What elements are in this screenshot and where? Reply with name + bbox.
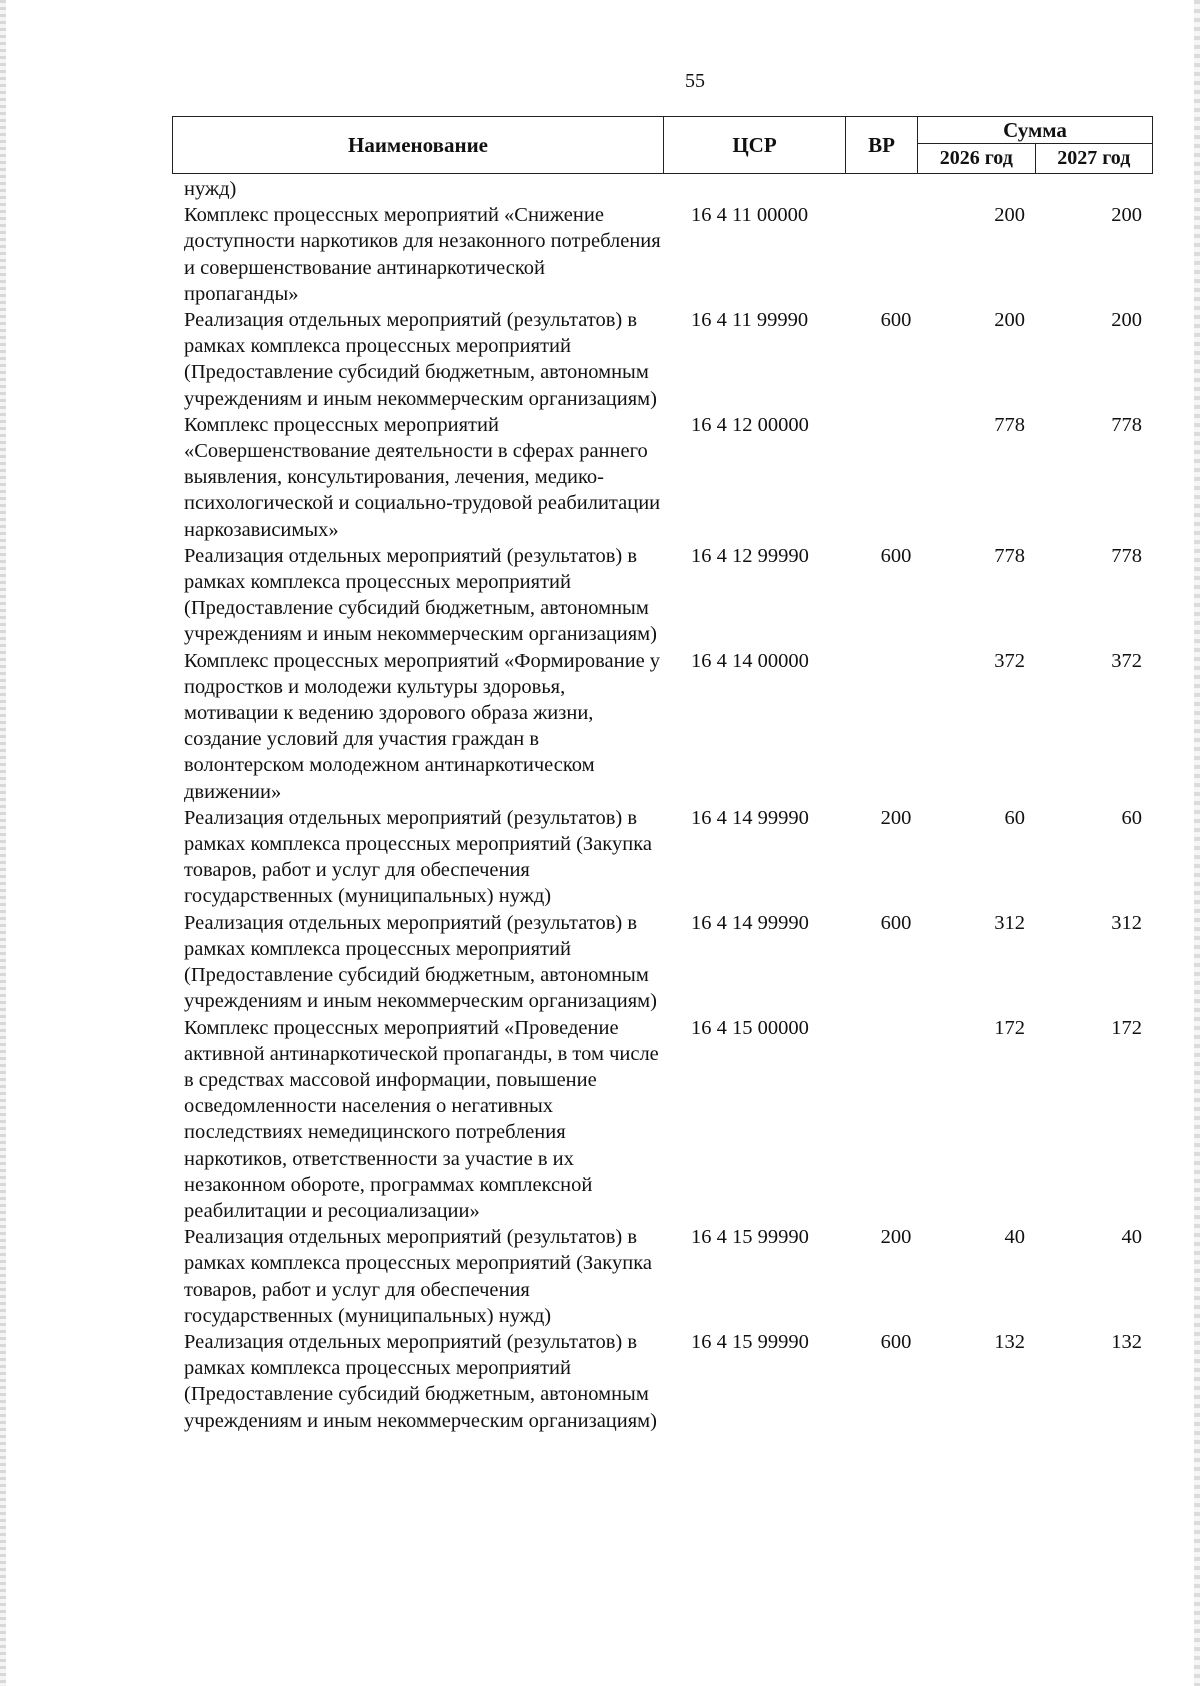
table-row — [184, 1224, 1144, 1329]
row-name: Комплекс процессных мероприятий «Формирование у подростков и молодежи культуры здоровья, мотивации к ведению здорового образа жизни, создание условий для участия граждан в волонтерском молодежном антинаркотическом движении» — [184, 649, 661, 803]
row-name: Реализация отдельных мероприятий (результатов) в рамках комплекса процессных мероприятий (Предоставление субсидий бюджетным, автономным учреждениям и иным некоммерческим организациям) — [184, 309, 657, 410]
row-csr: 16 4 15 99990 — [691, 1226, 809, 1249]
scan-left-edge — [0, 0, 6, 1686]
row-name: Комплекс процессных мероприятий «Совершенствование деятельности в сферах раннего выявления, консультирования, лечения, медико-психологической и социально-трудовой реабилитации наркозависимых» — [184, 413, 661, 541]
row-sum-2027: 200 — [1111, 204, 1142, 227]
row-csr: 16 4 12 99990 — [691, 544, 809, 567]
table-body — [184, 176, 1144, 1434]
row-csr: 16 4 11 00000 — [691, 204, 809, 227]
row-vr: 600 — [880, 544, 912, 567]
row-vr: 200 — [880, 806, 912, 829]
row-csr: 16 4 14 99990 — [691, 911, 809, 934]
row-sum-2027: 312 — [1111, 911, 1142, 934]
row-sum-2026: 200 — [994, 309, 1025, 332]
row-vr: 600 — [880, 911, 912, 934]
row-csr: 16 4 15 99990 — [691, 1330, 809, 1353]
row-csr: 16 4 12 00000 — [691, 413, 809, 436]
table-row — [184, 805, 1144, 910]
row-sum-2026: 372 — [994, 649, 1025, 672]
row-name: Реализация отдельных мероприятий (результатов) в рамках комплекса процессных мероприятий (Предоставление субсидий бюджетным, автономным учреждениям и иным некоммерческим организациям) — [184, 1330, 657, 1432]
row-sum-2026: 200 — [994, 204, 1025, 227]
row-name: Реализация отдельных мероприятий (результатов) в рамках комплекса процессных мероприятий (Предоставление субсидий бюджетным, автономным учреждениям и иным некоммерческим организациям) — [184, 911, 657, 1013]
row-csr: 16 4 11 99990 — [691, 309, 809, 332]
row-sum-2027: 200 — [1111, 309, 1142, 332]
table-row — [184, 412, 1144, 543]
row-sum-2026: 312 — [994, 911, 1025, 934]
row-sum-2027: 40 — [1121, 1226, 1142, 1249]
row-sum-2027: 778 — [1111, 413, 1142, 436]
row-sum-2026: 172 — [994, 1016, 1025, 1039]
row-name: Реализация отдельных мероприятий (результатов) в рамках комплекса процессных мероприятий (Предоставление субсидий бюджетным, автономным учреждениям и иным некоммерческим организациям) — [184, 544, 657, 646]
scan-right-edge — [1194, 0, 1200, 1686]
table-row — [184, 910, 1144, 1015]
header-csr: ЦСР — [664, 117, 846, 174]
table-row — [184, 543, 1144, 648]
row-name: Комплекс процессных мероприятий «Снижение доступности наркотиков для незаконного потребления и совершенствование антинаркотической пропаганды» — [184, 204, 661, 305]
row-sum-2027: 172 — [1111, 1016, 1142, 1039]
page-number: 55 — [685, 70, 705, 92]
table-row — [184, 648, 1144, 805]
row-sum-2026: 60 — [1004, 806, 1025, 829]
row-csr: 16 4 14 00000 — [691, 649, 809, 672]
table-row — [184, 202, 1144, 307]
row-sum-2026: 778 — [994, 544, 1025, 567]
header-sum: Сумма — [918, 117, 1153, 144]
table-row — [184, 307, 1144, 412]
row-sum-2027: 372 — [1111, 649, 1142, 672]
table-row — [184, 176, 1144, 202]
row-name: Реализация отдельных мероприятий (результатов) в рамках комплекса процессных мероприятий (Закупка товаров, работ и услуг для обеспечения государственных (муниципальных) нужд) — [184, 806, 652, 908]
row-vr: 200 — [880, 1226, 912, 1249]
row-name: нужд) — [184, 178, 237, 200]
row-sum-2027: 778 — [1111, 544, 1142, 567]
header-vr: ВР — [846, 117, 918, 174]
table-row — [184, 1329, 1144, 1434]
row-sum-2027: 60 — [1121, 806, 1142, 829]
row-sum-2026: 132 — [994, 1330, 1025, 1353]
row-sum-2026: 778 — [994, 413, 1025, 436]
table-header — [172, 116, 1153, 174]
row-name: Комплекс процессных мероприятий «Проведение активной антинаркотической пропаганды, в том числе в средствах массовой информации, повышение осведомленности населения о негативных последствиях немедицинского потребления наркотиков, ответственности за участие в их незаконном обороте, программах комплексной реабилитации и ресоциализации» — [184, 1016, 659, 1222]
row-sum-2026: 40 — [1004, 1226, 1025, 1249]
row-name: Реализация отдельных мероприятий (результатов) в рамках комплекса процессных мероприятий (Закупка товаров, работ и услуг для обеспечения государственных (муниципальных) нужд) — [184, 1226, 652, 1327]
row-vr: 600 — [880, 1330, 912, 1353]
row-csr: 16 4 15 00000 — [691, 1016, 809, 1039]
header-name: Наименование — [173, 117, 664, 174]
row-vr: 600 — [880, 309, 912, 332]
row-sum-2027: 132 — [1111, 1330, 1142, 1353]
table-row — [184, 1015, 1144, 1225]
row-csr: 16 4 14 99990 — [691, 806, 809, 829]
header-year-2027: 2027 год — [1035, 144, 1153, 174]
header-year-2026: 2026 год — [918, 144, 1036, 174]
